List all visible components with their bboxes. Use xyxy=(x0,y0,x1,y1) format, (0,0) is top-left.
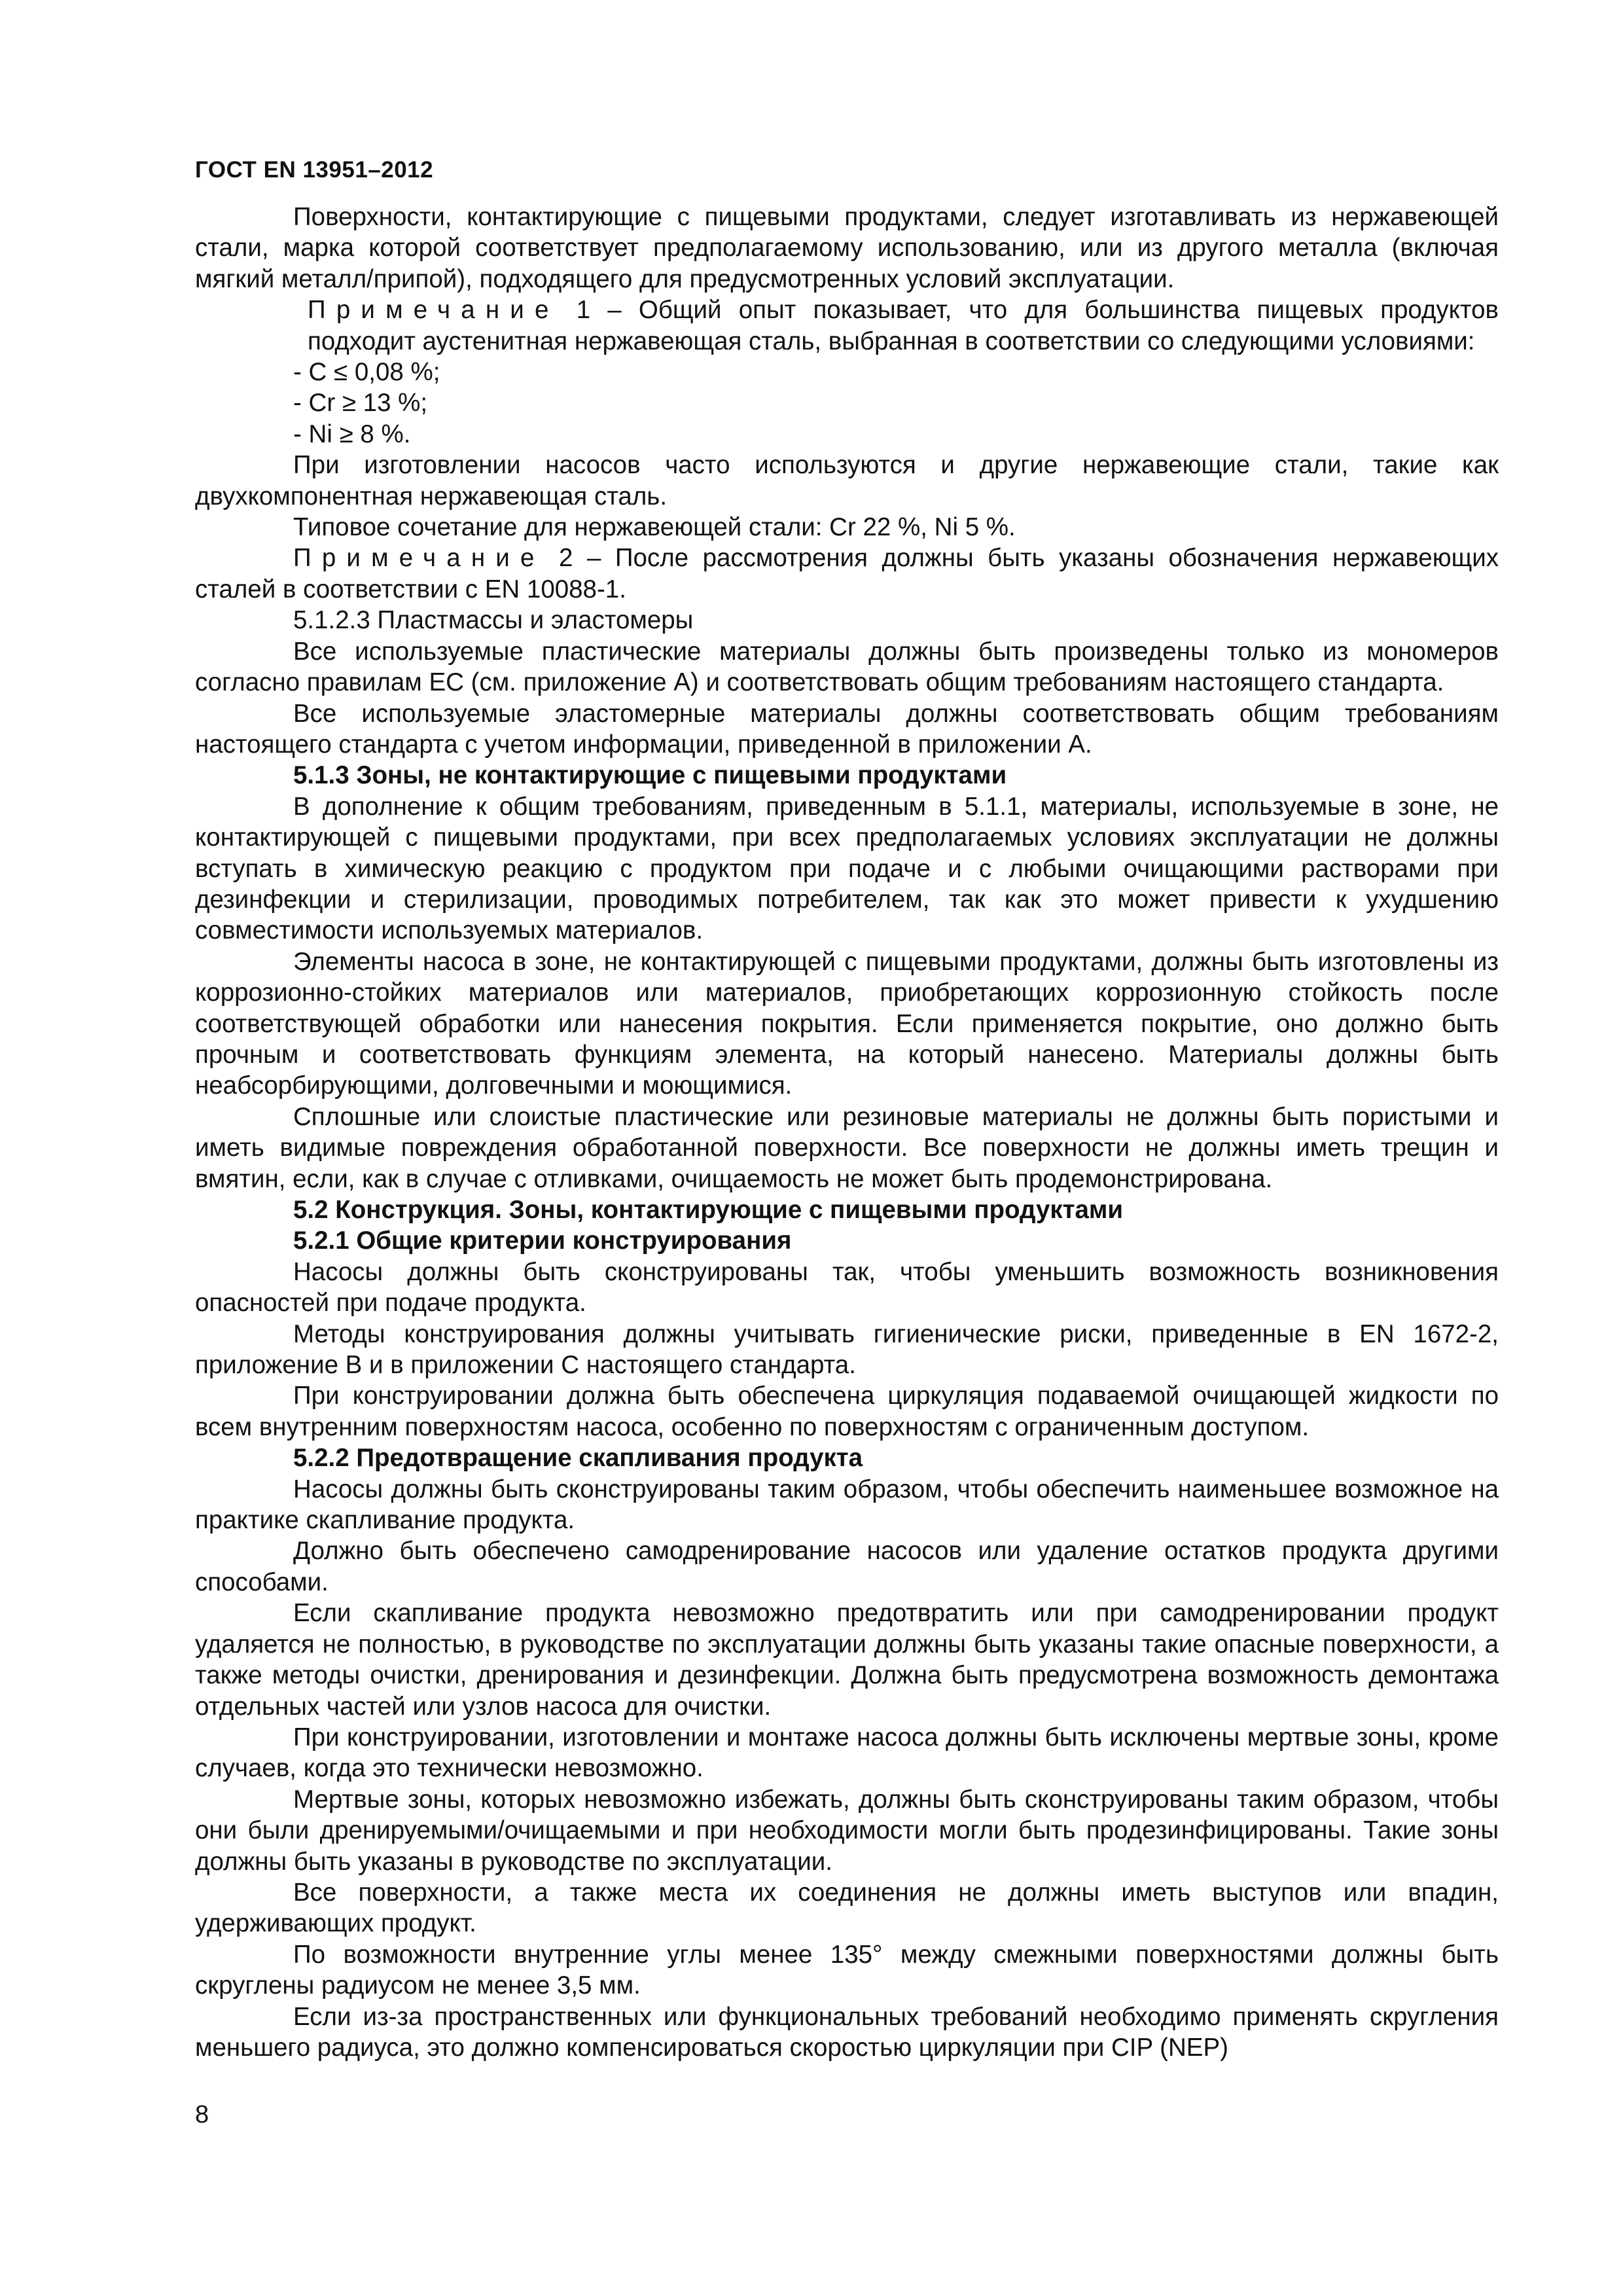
page-number: 8 xyxy=(195,2101,209,2128)
paragraph: При конструировании должна быть обеспечена циркуляция подаваемой очищающей жидкости по всем внутренним поверхностям насоса, особенно по поверхностям с ограниченным доступом. xyxy=(195,1382,1499,1441)
paragraph: Элементы насоса в зоне, не контактирующей с пищевыми продуктами, должны быть изготовлены из коррозионно-стойких материалов или материалов, приобретающих коррозионную стойкость после соответствующей обработки или нанесения покрытия. Если применяется покрытие, оно должно быть прочным и соответствовать функциям элемента, на который нанесено. Материалы должны быть неабсорбирующими, долговечными и моющимися. xyxy=(195,947,1499,1100)
section-heading: 5.1.3 Зоны, не контактирующие с пищевыми продуктами xyxy=(293,761,1007,790)
page-header: ГОСТ EN 13951–2012 xyxy=(195,157,434,183)
note-label: Примечание xyxy=(308,296,560,325)
paragraph: При изготовлении насосов часто используются и другие нержавеющие стали, такие как двухкомпонентная нержавеющая сталь. xyxy=(195,451,1499,511)
paragraph: Сплошные или слоистые пластические или резиновые материалы не должны быть пористыми и иметь видимые повреждения обработанной поверхности. Все поверхности не должны иметь трещин и вмятин, если, как в случае с отливками, очищаемость не может быть продемонстрирована. xyxy=(195,1102,1499,1193)
paragraph: Насосы должны быть сконструированы таким образом, чтобы обеспечить наименьшее возможное на практике скапливание продукта. xyxy=(195,1475,1499,1535)
paragraph: Типовое сочетание для нержавеющей стали: Cr 22 %, Ni 5 %. xyxy=(293,513,1016,542)
paragraph: Если из-за пространственных или функциональных требований необходимо применять скругления меньшего радиуса, это должно компенсироваться скоростью циркуляции при CIP (NEP) xyxy=(195,2002,1499,2062)
paragraph: Методы конструирования должны учитывать гигиенические риски, приведенные в EN 1672-2, приложение В и в приложении С настоящего стандарта. xyxy=(195,1319,1499,1380)
paragraph: Все используемые эластомерные материалы должны соответствовать общим требованиям настоящего стандарта с учетом информации, приведенной в приложении А. xyxy=(195,699,1499,759)
subsection-title: 5.1.2.3 Пластмассы и эластомеры xyxy=(293,606,694,635)
note-text: 1 – Общий опыт показывает, что для большинства пищевых продуктов подходит аустенитная нержавеющая сталь, выбранная в соответствии со следующими условиями: xyxy=(308,296,1499,355)
paragraph: Мертвые зоны, которых невозможно избежать, должны быть сконструированы таким образом, чтобы они были дренируемыми/очищаемыми и при необходимости могли быть продезинфицированы. Такие зоны должны быть указаны в руководстве по эксплуатации. xyxy=(195,1785,1499,1876)
note-label: Примечание xyxy=(293,544,545,573)
list-item: - Cr ≥ 13 %; xyxy=(293,389,428,418)
note-paragraph xyxy=(195,543,1499,605)
paragraph: Все используемые пластические материалы должны быть произведены только из мономеров согласно правилам ЕС (см. приложение А) и соответствовать общим требованиям настоящего стандарта. xyxy=(195,637,1499,697)
section-heading: 5.2.1 Общие критерии конструирования xyxy=(293,1227,792,1255)
note-text: 2 – После рассмотрения должны быть указаны обозначения нержавеющих сталей в соответствии с EN 10088-1. xyxy=(195,544,1499,603)
list-item: - Ni ≥ 8 %. xyxy=(293,420,411,448)
paragraph: По возможности внутренние углы менее 135° между смежными поверхностями должны быть скруглены радиусом не менее 3,5 мм. xyxy=(195,1940,1499,2000)
paragraph: В дополнение к общим требованиям, приведенным в 5.1.1, материалы, используемые в зоне, не контактирующей с пищевыми продуктами, при всех предполагаемых условиях эксплуатации не должны вступать в химическую реакцию с продуктом при подаче и с любыми очищающими растворами при дезинфекции и стерилизации, проводимых потребителем, так как это может привести к ухудшению совместимости используемых материалов. xyxy=(195,792,1499,945)
paragraph: При конструировании, изготовлении и монтаже насоса должны быть исключены мертвые зоны, кроме случаев, когда это технически невозможно. xyxy=(195,1723,1499,1783)
paragraph: Все поверхности, а также места их соединения не должны иметь выступов или впадин, удерживающих продукт. xyxy=(195,1878,1499,1938)
note-paragraph xyxy=(195,295,1499,357)
document-body xyxy=(195,202,1499,2063)
list-item: - C ≤ 0,08 %; xyxy=(293,358,440,387)
section-heading: 5.2 Конструкция. Зоны, контактирующие с пищевыми продуктами xyxy=(293,1196,1124,1224)
paragraph: Если скапливание продукта невозможно предотвратить или при самодренировании продукт удаляется не полностью, в руководстве по эксплуатации должны быть указаны такие опасные поверхности, а также методы очистки, дренирования и дезинфекции. Должна быть предусмотрена возможность демонтажа отдельных частей или узлов насоса для очистки. xyxy=(195,1599,1499,1721)
paragraph: Поверхности, контактирующие с пищевыми продуктами, следует изготавливать из нержавеющей стали, марка которой соответствует предполагаемому использованию, или из другого металла (включая мягкий металл/припой), подходящего для предусмотренных условий эксплуатации. xyxy=(195,203,1499,293)
paragraph: Должно быть обеспечено самодренирование насосов или удаление остатков продукта другими способами. xyxy=(195,1537,1499,1596)
paragraph: Насосы должны быть сконструированы так, чтобы уменьшить возможность возникновения опасностей при подаче продукта. xyxy=(195,1257,1499,1318)
section-heading: 5.2.2 Предотвращение скапливания продукта xyxy=(293,1444,863,1473)
